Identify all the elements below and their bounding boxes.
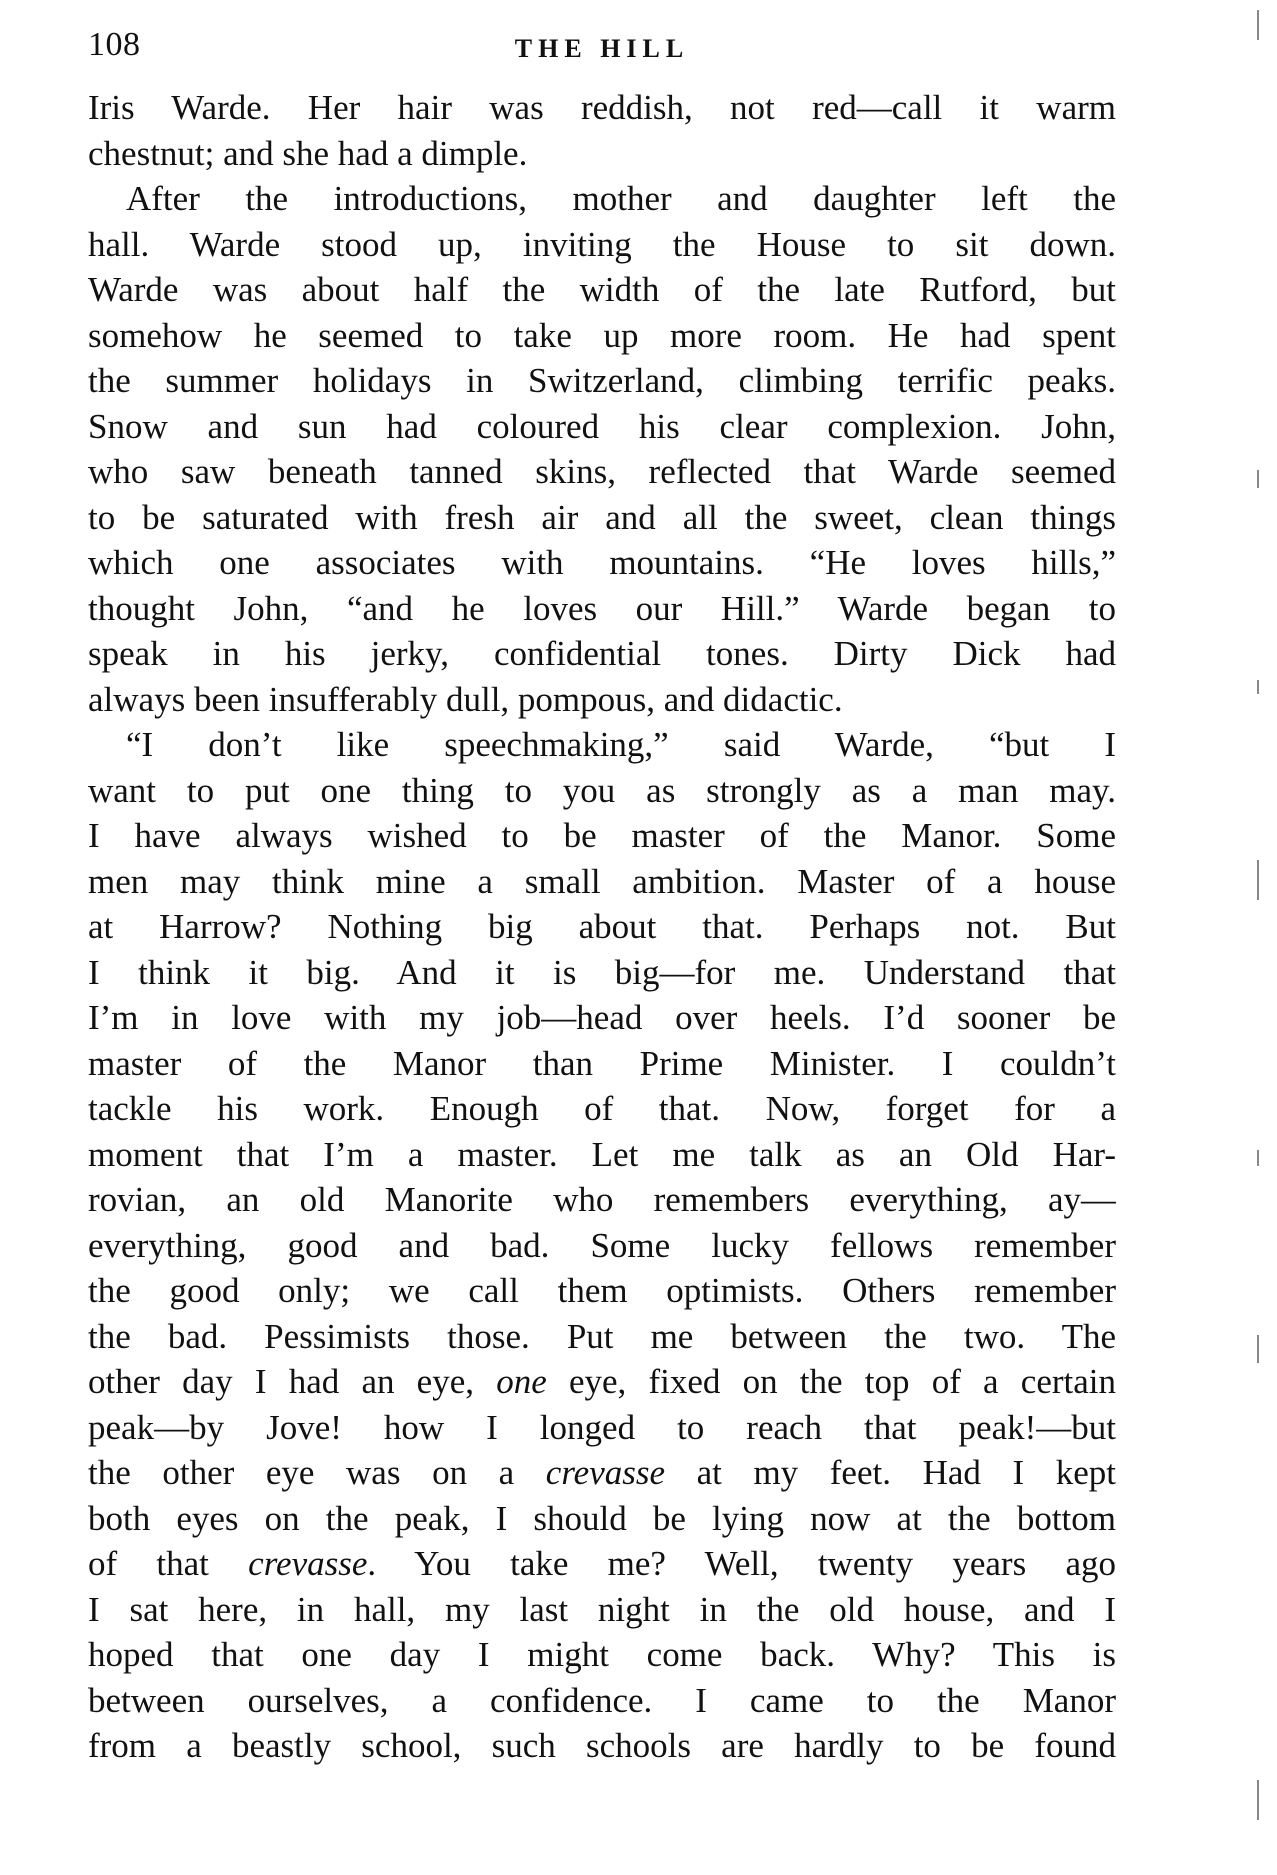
text-line: who saw beneath tanned skins, reflected that Warde seemed [88, 452, 1116, 491]
text-line: to be saturated with fresh air and all the sweet, clean things [88, 497, 1116, 537]
line-text: eye, fixed on the top of a certain [546, 1362, 1116, 1401]
text-line: hall. Warde stood up, inviting the House to sit down. [88, 224, 1116, 264]
text-line: tackle his work. Enough of that. Now, forget for a [88, 1089, 1116, 1128]
text-line: thought John, “and he loves our Hill.” Warde began to [88, 588, 1116, 628]
text-line-with-italic [88, 1541, 1116, 1587]
scan-mark [1257, 860, 1259, 900]
text-line: between ourselves, a confidence. I came to the Manor [88, 1680, 1116, 1720]
text-line: from a beastly school, such schools are hardly to be found [88, 1726, 1116, 1765]
italic-word: crevasse [545, 1453, 665, 1492]
text-line: somehow he seemed to take up more room. He had spent [88, 315, 1116, 355]
text-line: hoped that one day I might come back. Why? This is [88, 1635, 1116, 1674]
text-line: peak—by Jove! how I longed to reach that peak!—but [88, 1407, 1116, 1447]
line-text: the other eye was on a [88, 1453, 546, 1492]
body-text [88, 85, 1116, 1769]
text-line: I sat here, in hall, my last night in the old house, and I [88, 1589, 1116, 1629]
scan-mark [1257, 470, 1259, 488]
line-text: . You take me? Well, twenty years ago [367, 1544, 1116, 1583]
text-line: Iris Warde. Her hair was reddish, not red—call it warm [88, 88, 1116, 127]
scan-mark [1257, 10, 1259, 40]
text-line-with-italic [88, 1450, 1116, 1496]
text-line: I have always wished to be master of the Manor. Some [88, 816, 1116, 855]
running-title: THE HILL [514, 34, 690, 63]
text-line: everything, good and bad. Some lucky fellows remember [88, 1225, 1116, 1265]
line-text: at my feet. Had I kept [665, 1453, 1116, 1492]
text-line: want to put one thing to you as strongly as a man may. [88, 770, 1116, 810]
text-line: I think it big. And it is big—for me. Understand that [88, 952, 1116, 992]
text-line: Snow and sun had coloured his clear complexion. John, [88, 406, 1116, 446]
scan-mark [1257, 680, 1259, 694]
text-line: chestnut; and she had a dimple. [88, 133, 528, 173]
text-line-with-italic [88, 1359, 1116, 1405]
text-line: men may think mine a small ambition. Master of a house [88, 861, 1116, 901]
line-text: other day I had an eye, [88, 1362, 497, 1401]
italic-word: one [496, 1362, 547, 1401]
text-line: I’m in love with my job—head over heels. I’d sooner be [88, 998, 1116, 1037]
page-header [88, 20, 1116, 70]
text-line: speak in his jerky, confidential tones. Dirty Dick had [88, 634, 1116, 673]
text-line: moment that I’m a master. Let me talk as an Old Har- [88, 1134, 1116, 1174]
text-line: the bad. Pessimists those. Put me between the two. The [88, 1316, 1116, 1356]
text-line: “I don’t like speechmaking,” said Warde, “but I [126, 725, 1116, 764]
scan-mark [1257, 1335, 1259, 1363]
text-line: Warde was about half the width of the late Rutford, but [88, 270, 1116, 309]
text-line: the summer holidays in Switzerland, climbing terrific peaks. [88, 361, 1116, 400]
text-line: at Harrow? Nothing big about that. Perhaps not. But [88, 907, 1116, 946]
page-number: 108 [88, 26, 141, 63]
scan-mark [1257, 1150, 1259, 1166]
line-text: of that [88, 1544, 249, 1583]
text-line: both eyes on the peak, I should be lying now at the bottom [88, 1498, 1116, 1538]
text-line: master of the Manor than Prime Minister. I couldn’t [88, 1043, 1116, 1083]
text-line: always been insufferably dull, pompous, and didactic. [88, 679, 843, 719]
scan-mark [1257, 1780, 1259, 1820]
text-line: rovian, an old Manorite who remembers everything, ay— [88, 1180, 1116, 1219]
italic-word: crevasse [248, 1544, 368, 1583]
text-line: After the introductions, mother and daughter left the [126, 179, 1116, 218]
text-line: the good only; we call them optimists. Others remember [88, 1271, 1116, 1310]
scan-edge-marks [1254, 0, 1264, 1875]
text-line: which one associates with mountains. “He loves hills,” [88, 543, 1116, 582]
